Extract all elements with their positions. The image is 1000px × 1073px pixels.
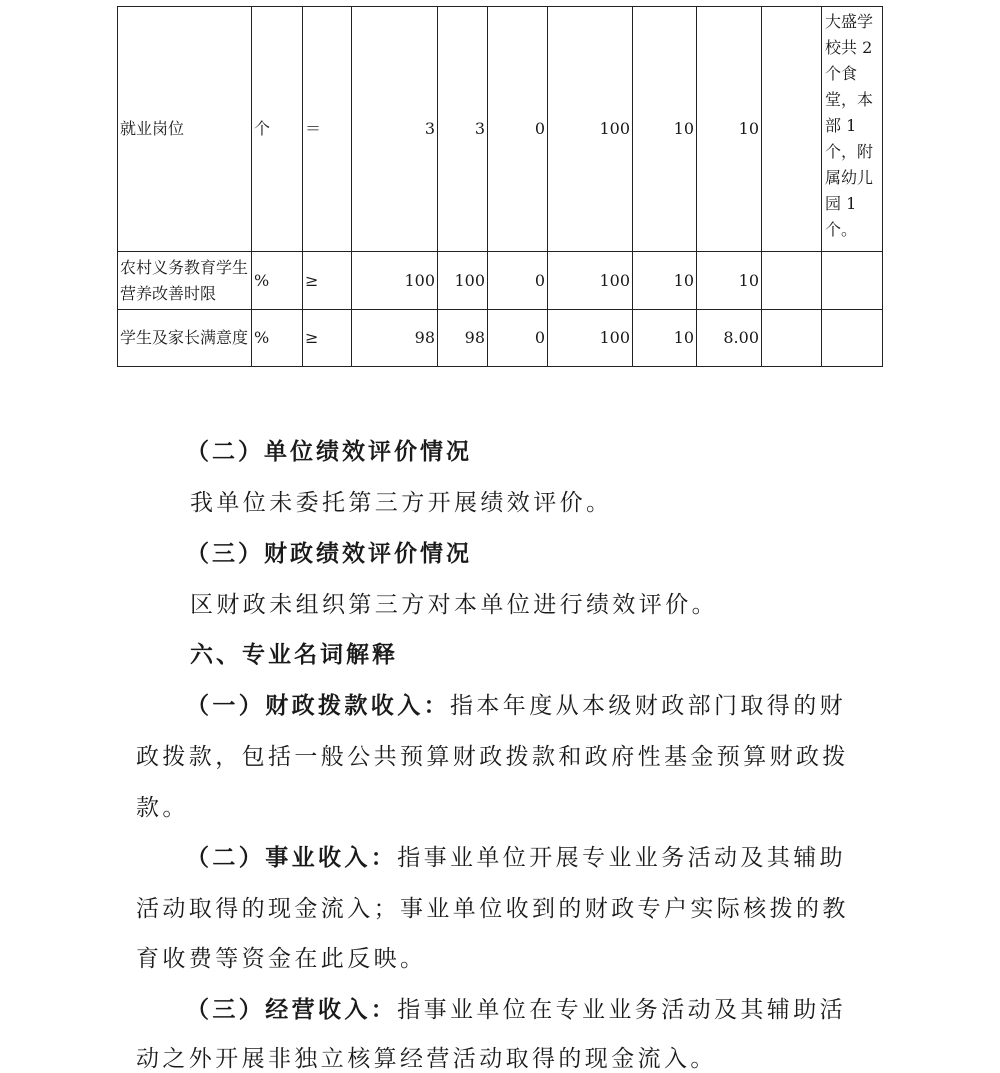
performance-indicator-table xyxy=(117,6,883,367)
indicator-target: 3 xyxy=(352,7,438,252)
term3-label: （三）经营收入： xyxy=(186,997,398,1023)
indicator-actual: 3 xyxy=(438,7,488,252)
indicator-completion: 100 xyxy=(548,310,633,367)
term1-text: 指本年度从本级财政部门取得的财 xyxy=(450,693,846,719)
indicator-deviation: 0 xyxy=(488,7,548,252)
fiscal-eval-heading: （三）财政绩效评价情况 xyxy=(186,541,472,567)
indicator-target: 100 xyxy=(352,252,438,310)
indicator-deviation: 0 xyxy=(488,310,548,367)
term2-line2: 活动取得的现金流入；事业单位收到的财政专户实际核拨的教 xyxy=(136,896,849,922)
indicator-blank xyxy=(762,7,822,252)
indicator-name: 农村义务教育学生营养改善时限 xyxy=(118,252,252,310)
table-row xyxy=(118,252,883,310)
term2-line3: 育收费等资金在此反映。 xyxy=(136,946,427,972)
indicator-blank xyxy=(762,252,822,310)
indicator-completion: 100 xyxy=(548,252,633,310)
table-row xyxy=(118,310,883,367)
term3-line1 xyxy=(186,991,846,1024)
indicator-score: 10 xyxy=(697,252,762,310)
term3-line2: 动之外开展非独立核算经营活动取得的现金流入。 xyxy=(136,1046,717,1072)
indicator-target: 98 xyxy=(352,310,438,367)
unit-eval-text: 我单位未委托第三方开展绩效评价。 xyxy=(190,490,613,516)
term1-label: （一）财政拨款收入： xyxy=(186,693,450,719)
term3-text: 指事业单位在专业业务活动及其辅助活 xyxy=(397,997,847,1023)
term1-line2: 政拨款，包括一般公共预算财政拨款和政府性基金预算财政拨 xyxy=(136,744,849,770)
indicator-deviation: 0 xyxy=(488,252,548,310)
term1-line3: 款。 xyxy=(136,795,189,821)
glossary-heading: 六、专业名词解释 xyxy=(190,642,398,668)
term2-text: 指事业单位开展专业业务活动及其辅助 xyxy=(397,845,847,871)
indicator-operator: ≥ xyxy=(303,252,352,310)
indicator-score: 8.00 xyxy=(697,310,762,367)
fiscal-eval-text: 区财政未组织第三方对本单位进行绩效评价。 xyxy=(190,592,718,618)
term2-label: （二）事业收入： xyxy=(186,845,398,871)
indicator-weight: 10 xyxy=(633,7,697,252)
indicator-note: 大盛学校共 2 个食堂，本部 1 个，附属幼儿园 1 个。 xyxy=(822,7,883,252)
indicator-weight: 10 xyxy=(633,310,697,367)
indicator-score: 10 xyxy=(697,7,762,252)
term1-line1 xyxy=(186,687,846,720)
indicator-operator: ＝ xyxy=(303,7,352,252)
indicator-blank xyxy=(762,310,822,367)
indicator-unit: % xyxy=(252,252,303,310)
indicator-weight: 10 xyxy=(633,252,697,310)
unit-eval-heading: （二）单位绩效评价情况 xyxy=(186,439,472,465)
indicator-actual: 100 xyxy=(438,252,488,310)
indicator-unit: % xyxy=(252,310,303,367)
indicator-operator: ≥ xyxy=(303,310,352,367)
table-row xyxy=(118,7,883,252)
indicator-note xyxy=(822,310,883,367)
indicator-unit: 个 xyxy=(252,7,303,252)
indicator-actual: 98 xyxy=(438,310,488,367)
indicator-name: 学生及家长满意度 xyxy=(118,310,252,367)
indicator-note xyxy=(822,252,883,310)
indicator-name: 就业岗位 xyxy=(118,7,252,252)
indicator-completion: 100 xyxy=(548,7,633,252)
term2-line1 xyxy=(186,839,846,872)
